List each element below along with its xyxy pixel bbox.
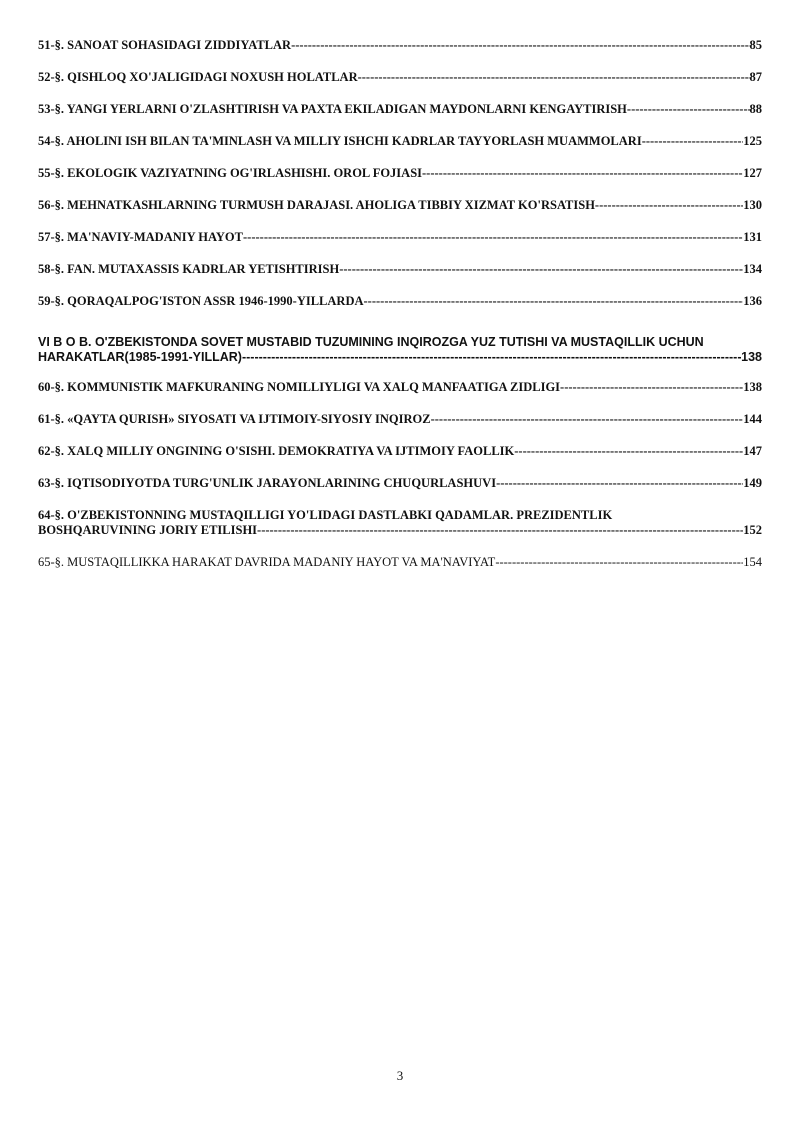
toc-leader-dashes — [291, 38, 749, 53]
toc-leader-dashes — [358, 70, 750, 85]
toc-entry-title: 52-§. QISHLOQ XO'JALIGIDAGI NOXUSH HOLATLAR — [38, 70, 358, 84]
toc-entry-54[interactable] — [38, 134, 762, 149]
toc-entry-page: 127 — [743, 166, 762, 180]
toc-entry-page: 144 — [743, 412, 762, 426]
toc-entry-title-line1: 64-§. O'ZBEKISTONNING MUSTAQILLIGI YO'LIDAGI DASTLABKI QADAMLAR. PREZIDENTLIK — [38, 508, 613, 522]
toc-entry-title: 63-§. IQTISODIYOTDA TURG'UNLIK JARAYONLARINING CHUQURLASHUVI — [38, 476, 497, 490]
toc-entry-57[interactable] — [38, 230, 762, 245]
toc-entry-page: 149 — [743, 476, 762, 490]
toc-entry-56[interactable] — [38, 198, 762, 213]
toc-entry-page: 134 — [743, 262, 762, 276]
toc-entry-page: 87 — [749, 70, 762, 84]
toc-entry-page: 131 — [743, 230, 762, 244]
toc-entry-64[interactable] — [38, 508, 762, 538]
toc-entry-page: 130 — [743, 198, 762, 212]
toc-entry-title: 60-§. KOMMUNISTIK MAFKURANING NOMILLIYLIGI VA XALQ MANFAATIGA ZIDLIGI — [38, 380, 561, 394]
toc-leader-dashes — [257, 523, 743, 538]
toc-chapter-6[interactable] — [38, 335, 762, 365]
toc-leader-dashes — [560, 380, 743, 395]
toc-leader-dashes — [642, 134, 744, 149]
page-number: 3 — [396, 1068, 404, 1083]
toc-leader-dashes — [422, 166, 743, 181]
toc-leader-dashes — [595, 198, 743, 213]
toc-entry-title: 59-§. QORAQALPOG'ISTON ASSR 1946-1990-YILLARDA — [38, 294, 364, 308]
table-of-contents — [38, 38, 762, 587]
toc-entry-page: 138 — [743, 380, 762, 394]
toc-chapter-title-row — [38, 350, 762, 365]
toc-entry-title: 53-§. YANGI YERLARNI O'ZLASHTIRISH VA PAXTA EKILADIGAN MAYDONLARNI KENGAYTIRISH — [38, 102, 627, 116]
toc-entry-title: 61-§. «QAYTA QURISH» SIYOSATI VA IJTIMOIY-SIYOSIY INQIROZ — [38, 412, 431, 426]
toc-leader-dashes — [339, 262, 743, 277]
toc-entry-page: 152 — [743, 523, 762, 537]
toc-entry-53[interactable] — [38, 102, 762, 117]
toc-entry-page: 125 — [743, 134, 762, 148]
toc-entry-title: 65-§. MUSTAQILLIKKA HARAKAT DAVRIDA MADANIY HAYOT VA MA'NAVIYAT — [38, 555, 496, 569]
toc-entry-60[interactable] — [38, 380, 762, 395]
toc-entry-52[interactable] — [38, 70, 762, 85]
toc-entry-62[interactable] — [38, 444, 762, 459]
toc-entry-title: 51-§. SANOAT SOHASIDAGI ZIDDIYATLAR — [38, 38, 292, 52]
toc-entry-61[interactable] — [38, 412, 762, 427]
toc-leader-dashes — [495, 555, 743, 570]
toc-entry-55[interactable] — [38, 166, 762, 181]
toc-leader-dashes — [431, 412, 744, 427]
toc-entry-51[interactable] — [38, 38, 762, 53]
toc-entry-title: 57-§. MA'NAVIY-MADANIY HAYOT — [38, 230, 243, 244]
toc-entry-title: 58-§. FAN. MUTAXASSIS KADRLAR YETISHTIRISH — [38, 262, 340, 276]
toc-entry-title-row — [38, 523, 762, 538]
toc-leader-dashes — [242, 350, 741, 365]
toc-entry-page: 154 — [743, 555, 762, 569]
toc-entry-page: 138 — [741, 350, 762, 364]
toc-leader-dashes — [243, 230, 743, 245]
toc-entry-title: 56-§. MEHNATKASHLARNING TURMUSH DARAJASI. AHOLIGA TIBBIY XIZMAT KO'RSATISH — [38, 198, 595, 212]
toc-entry-65[interactable] — [38, 555, 762, 570]
toc-entry-title: 55-§. EKOLOGIK VAZIYATNING OG'IRLASHISHI. OROL FOJIASI — [38, 166, 423, 180]
toc-leader-dashes — [627, 102, 750, 117]
toc-entry-58[interactable] — [38, 262, 762, 277]
toc-entry-page: 136 — [743, 294, 762, 308]
toc-entry-page: 147 — [743, 444, 762, 458]
toc-entry-page: 88 — [749, 102, 762, 116]
toc-entry-title: 62-§. XALQ MILLIY ONGINING O'SISHI. DEMOKRATIYA VA IJTIMOIY FAOLLIK — [38, 444, 515, 458]
toc-entry-63[interactable] — [38, 476, 762, 491]
toc-entry-title-line2: BOSHQARUVINING JORIY ETILISHI — [38, 523, 258, 537]
toc-chapter-title-line1: VI B O B. O'ZBEKISTONDA SOVET MUSTABID TUZUMINING INQIROZGA YUZ TUTISHI VA MUSTAQILLIK UCHUN — [38, 335, 704, 349]
toc-entry-title: 54-§. AHOLINI ISH BILAN TA'MINLASH VA MILLIY ISHCHI KADRLAR TAYYORLASH MUAMMOLARI — [38, 134, 642, 148]
toc-leader-dashes — [364, 294, 744, 309]
toc-entry-page: 85 — [749, 38, 762, 52]
toc-chapter-title-line2: HARAKATLAR(1985-1991-YILLAR) — [38, 350, 242, 364]
toc-leader-dashes — [496, 476, 743, 491]
toc-leader-dashes — [514, 444, 743, 459]
toc-entry-59[interactable] — [38, 294, 762, 309]
